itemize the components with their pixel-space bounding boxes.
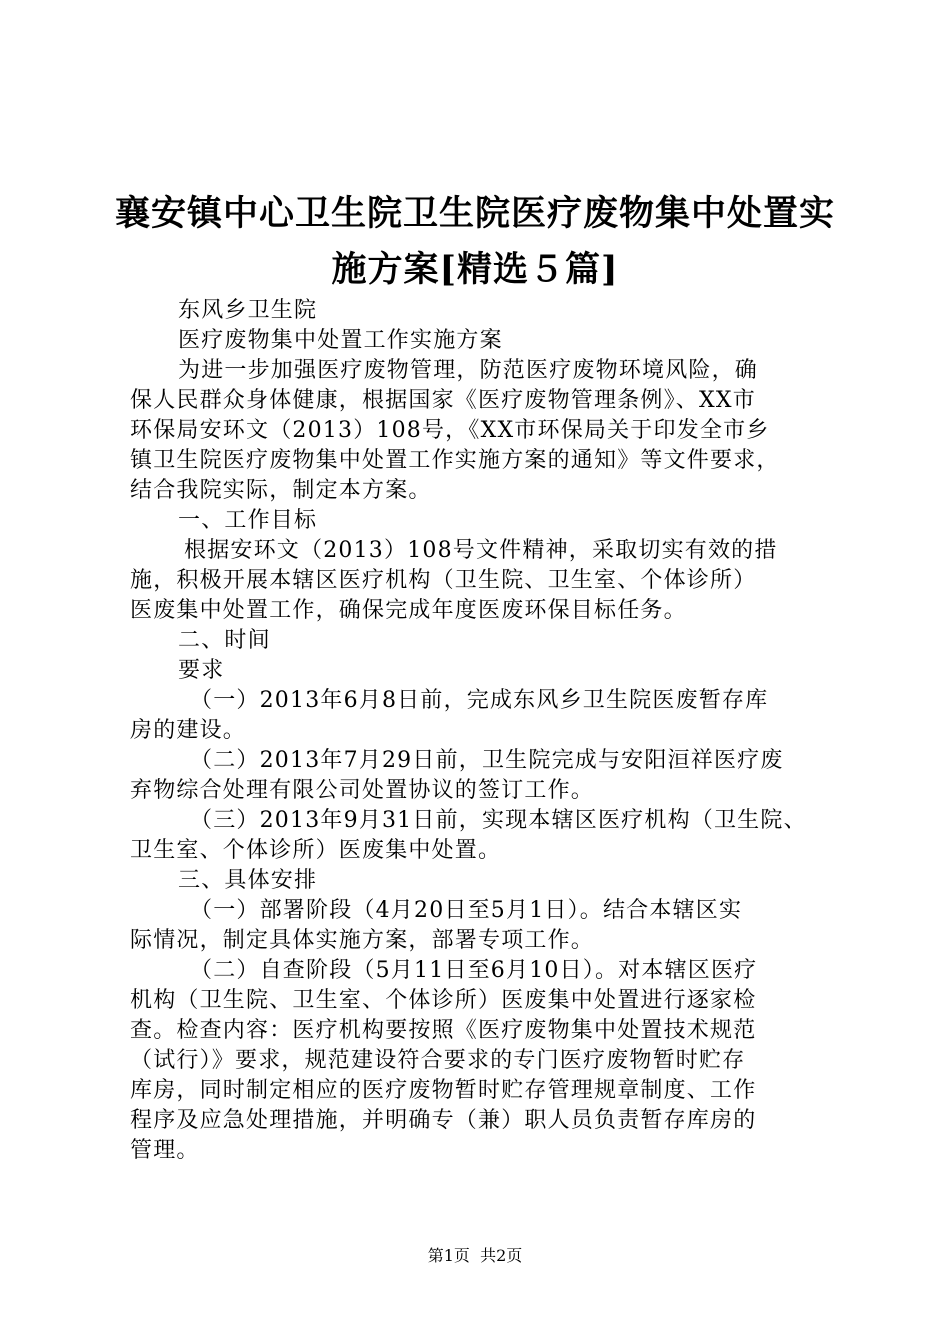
paragraph-line: 程序及应急处理措施，并明确专（兼）职人员负责暂存库房的 <box>130 1108 757 1133</box>
paragraph-line: 弃物综合处理有限公司处置协议的签订工作。 <box>130 778 595 803</box>
page-number-footer: 第1页 共2页 <box>427 1246 523 1265</box>
paragraph-line: 根据安环文（2013）108号文件精神，采取切实有效的措 <box>184 538 778 563</box>
paragraph-line: 环保局安环文（2013）108号，《XX市环保局关于印发全市乡 <box>130 418 770 443</box>
section-heading: 一、工作目标 <box>178 508 318 533</box>
paragraph-line: （三）2013年9月31日前，实现本辖区医疗机构（卫生院、 <box>190 808 807 833</box>
paragraph-line: 际情况，制定具体实施方案，部署专项工作。 <box>130 928 595 953</box>
document-body <box>130 296 850 1166</box>
paragraph-line: 镇卫生院医疗废物集中处置工作实施方案的通知》等文件要求， <box>130 448 780 473</box>
paragraph-line: （一）2013年6月8日前，完成东风乡卫生院医废暂存库 <box>190 688 769 713</box>
paragraph-line: 施，积极开展本辖区医疗机构（卫生院、卫生室、个体诊所） <box>130 568 757 593</box>
paragraph-line: （二）自查阶段（5月11日至6月10日）。对本辖区医疗 <box>190 958 758 983</box>
paragraph-line: 卫生室、个体诊所）医废集中处置。 <box>130 838 502 863</box>
paragraph-line: 机构（卫生院、卫生室、个体诊所）医废集中处置进行逐家检 <box>130 988 757 1013</box>
paragraph-line: 房的建设。 <box>130 718 247 743</box>
paragraph-line: 医废集中处置工作，确保完成年度医废环保目标任务。 <box>130 598 687 623</box>
paragraph-line: 为进一步加强医疗废物管理，防范医疗废物环境风险，确 <box>178 358 759 383</box>
paragraph-line: 库房，同时制定相应的医疗废物暂时贮存管理规章制度、工作 <box>130 1078 757 1103</box>
paragraph-line: （试行）》要求，规范建设符合要求的专门医疗废物暂时贮存 <box>130 1048 746 1073</box>
section-heading: 三、具体安排 <box>178 868 318 893</box>
document-title-line1: 襄安镇中心卫生院卫生院医疗废物集中处置实 <box>114 193 835 234</box>
paragraph-line: 东风乡卫生院 <box>178 298 318 323</box>
paragraph-line: （二）2013年7月29日前，卫生院完成与安阳洹祥医疗废 <box>190 748 784 773</box>
paragraph-line: 查。检查内容：医疗机构要按照《医疗废物集中处置技术规范 <box>130 1018 757 1043</box>
section-heading: 二、时间 <box>178 628 271 653</box>
paragraph-line: 保人民群众身体健康，根据国家《医疗废物管理条例》、XX市 <box>130 388 756 413</box>
paragraph-line: 结合我院实际，制定本方案。 <box>130 478 432 503</box>
paragraph-line: 管理。 <box>130 1138 200 1163</box>
paragraph-line: （一）部署阶段（4月20日至5月1日）。结合本辖区实 <box>190 898 743 923</box>
section-heading: 要求 <box>178 658 225 683</box>
document-title-line2: 施方案[精选５篇] <box>331 249 619 290</box>
paragraph-line: 医疗废物集中处置工作实施方案 <box>178 328 503 353</box>
